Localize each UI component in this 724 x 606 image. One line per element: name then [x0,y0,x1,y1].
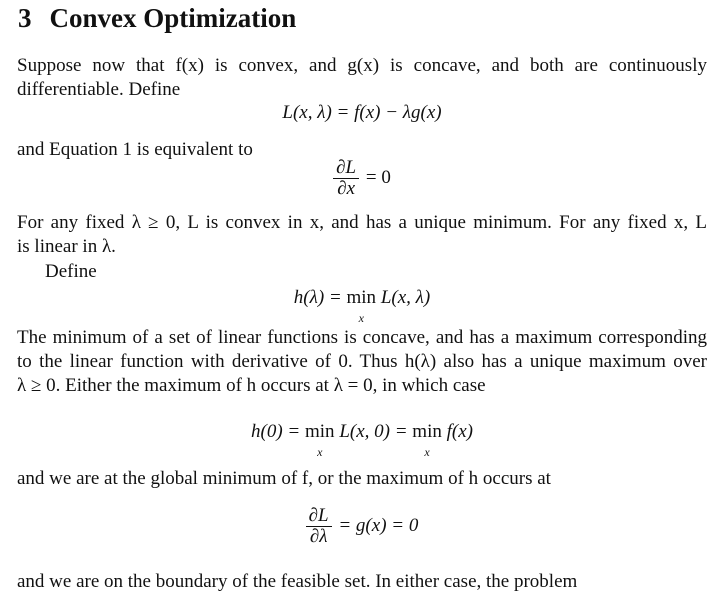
min-subscript: x [317,445,323,459]
equation-rhs: L(x, λ) [380,287,431,308]
section-title: Convex Optimization [49,3,297,33]
text-line: and Equation 1 is equivalent to [17,139,253,160]
text-line: and we are on the boundary of the feasible set. In either case, the problem [17,571,578,592]
fraction-denominator: ∂λ [309,526,328,547]
paragraph-intro [17,54,707,102]
equation-lagrangian: L(x, λ) = f(x) − λg(x) [282,102,442,123]
section-heading [18,2,296,34]
text-line: and we are at the global minimum of f, or the maximum of h occurs at [17,468,551,489]
min-label: min [305,421,335,442]
min-subscript: x [358,311,364,325]
text-line: For any fixed λ ≥ 0, L is convex in x, and has a unique minimum. For any fixed x, L [17,212,707,233]
equation-h-lambda [0,286,724,325]
section-number: 3 [18,3,32,33]
min-subscript: x [424,445,430,459]
text-line: to the linear function with derivative of 0. Thus h(λ) also has a unique maximum over [17,351,707,372]
equation-rhs: = g(x) = 0 [338,514,419,536]
text-line: Suppose now that f(x) is convex, and g(x) is concave, and both are continuously [17,55,707,76]
equation-h-zero [0,420,724,459]
text-line: The minimum of a set of linear functions is concave, and has a maximum corresponding [17,327,707,348]
text-line: differentiable. Define [17,79,181,100]
min-label: min [412,421,442,442]
min-operator [412,420,442,459]
equation-dL-dx [0,158,724,199]
equation-dL-dlambda [0,506,724,547]
fraction [306,506,332,547]
equation-mid: L(x, 0) = [339,421,408,442]
equation-rhs: f(x) [446,421,473,442]
text-line: is linear in λ. [17,236,116,257]
equation-rhs: = 0 [365,166,391,188]
fraction [333,158,359,199]
paragraph-convexity [17,211,707,259]
paragraph-minimum [17,326,707,398]
text-line: Define [45,261,97,282]
text-line: λ ≥ 0. Either the maximum of h occurs at λ = 0, in which case [17,375,486,396]
equation-lhs: h(λ) = [293,287,342,308]
fraction-numerator: ∂L [306,506,332,527]
fraction-numerator: ∂L [333,158,359,179]
equation-lhs: h(0) = [251,421,301,442]
min-label: min [346,287,377,308]
min-operator [305,420,335,459]
min-operator [346,286,377,325]
fraction-denominator: ∂x [337,178,356,199]
